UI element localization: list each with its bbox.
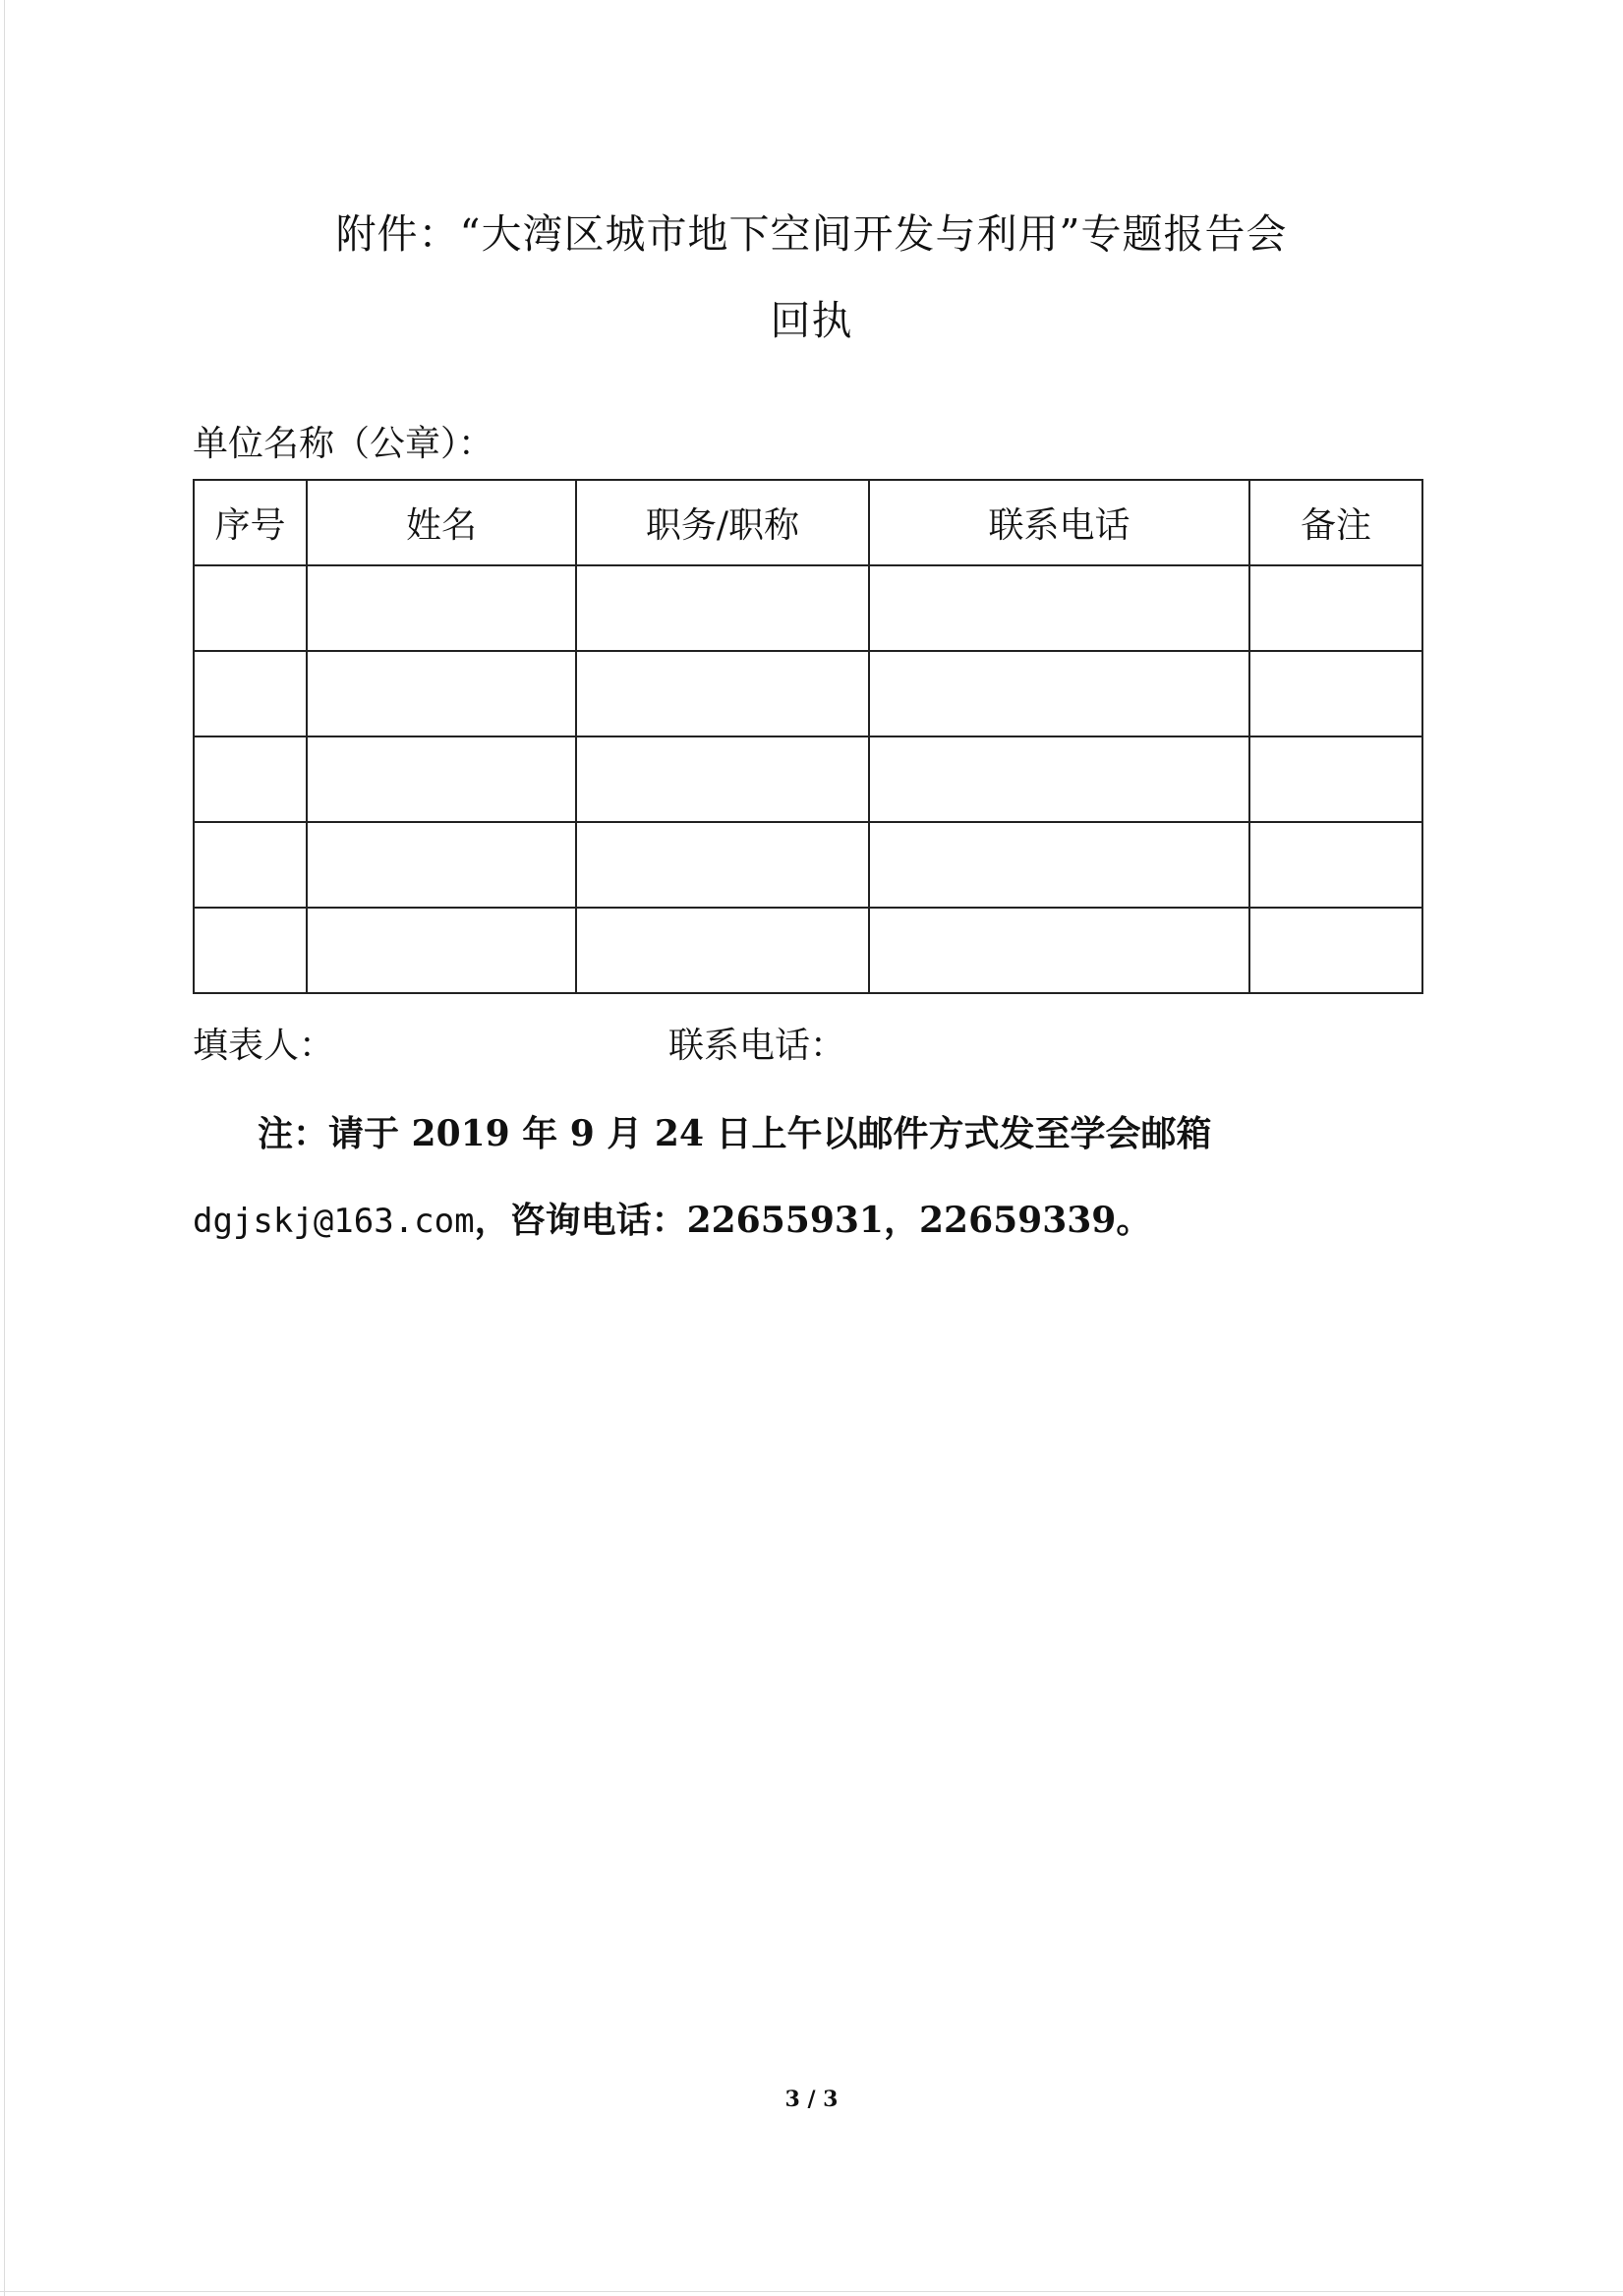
table-cell[interactable]: [307, 822, 576, 908]
table-cell[interactable]: [307, 736, 576, 822]
table-cell[interactable]: [307, 908, 576, 993]
table-cell[interactable]: [576, 565, 869, 651]
table-row: [194, 736, 1422, 822]
table-row: [194, 565, 1422, 651]
table-cell[interactable]: [869, 736, 1249, 822]
page-number: 3 / 3: [784, 2087, 839, 2112]
attendee-table: [193, 479, 1423, 994]
table-cell[interactable]: [576, 736, 869, 822]
table-cell[interactable]: [1249, 565, 1422, 651]
table-cell[interactable]: [1249, 822, 1422, 908]
unit-name-label: 单位名称（公章）：: [193, 424, 494, 464]
table-cell[interactable]: [1249, 736, 1422, 822]
column-header-index: 序号: [194, 480, 307, 565]
table-header-row: [194, 480, 1422, 565]
document-subtitle: 回执: [770, 297, 853, 344]
table-cell[interactable]: [194, 822, 307, 908]
table-cell[interactable]: [576, 822, 869, 908]
email-address-link[interactable]: dgjskj@163.com: [193, 1202, 475, 1241]
form-filler-label: 填表人：: [193, 1026, 335, 1066]
consult-phone-text: ，咨询电话：22655931，22659339。: [474, 1200, 1152, 1241]
scan-edge-bottom: [0, 2291, 1623, 2292]
table-cell[interactable]: [194, 908, 307, 993]
table-cell[interactable]: [869, 908, 1249, 993]
table-row: [194, 822, 1422, 908]
table-cell[interactable]: [307, 565, 576, 651]
table-cell[interactable]: [194, 651, 307, 736]
table-row: [194, 908, 1422, 993]
column-header-remarks: 备注: [1249, 480, 1422, 565]
table-cell[interactable]: [307, 651, 576, 736]
column-header-phone: 联系电话: [869, 480, 1249, 565]
table-cell[interactable]: [194, 736, 307, 822]
table-cell[interactable]: [1249, 908, 1422, 993]
document-title: 附件：“大湾区城市地下空间开发与利用”专题报告会: [335, 210, 1288, 258]
contact-note: [193, 1193, 1151, 1243]
table-cell[interactable]: [576, 908, 869, 993]
table-cell[interactable]: [869, 822, 1249, 908]
table-cell[interactable]: [194, 565, 307, 651]
table-cell[interactable]: [869, 651, 1249, 736]
table-cell[interactable]: [1249, 651, 1422, 736]
filler-phone-label: 联系电话：: [668, 1026, 846, 1066]
table-cell[interactable]: [869, 565, 1249, 651]
column-header-name: 姓名: [307, 480, 576, 565]
submission-note: 注：请于 2019 年 9 月 24 日上午以邮件方式发至学会邮箱: [258, 1113, 1212, 1154]
column-header-title: 职务/职称: [576, 480, 869, 565]
table-cell[interactable]: [576, 651, 869, 736]
table-row: [194, 651, 1422, 736]
